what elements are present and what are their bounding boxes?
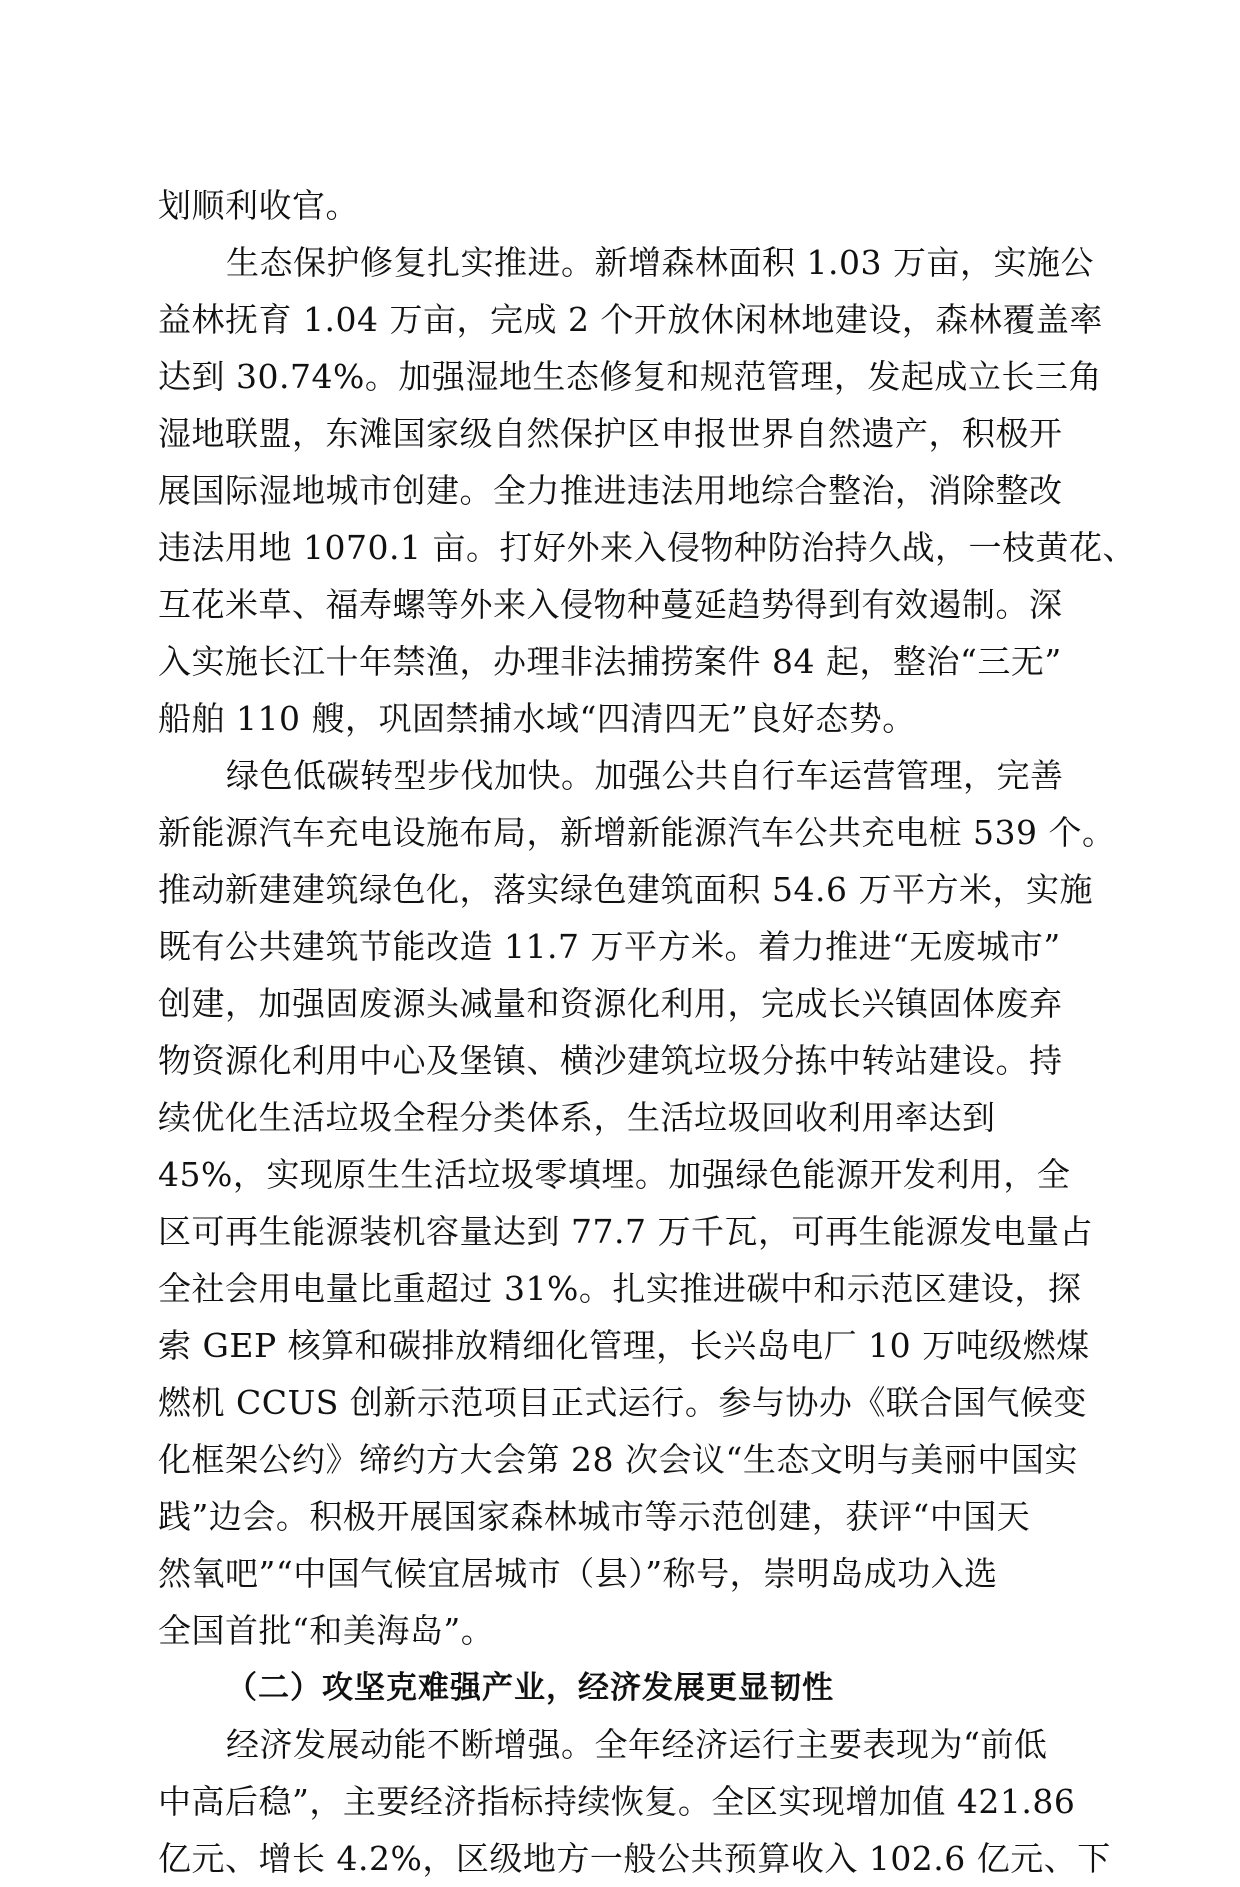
text-line: 创建，加强固废源头减量和资源化利用，完成长兴镇固体废弃 [158,984,1063,1023]
text-line: 入实施长江十年禁渔，办理非法捕捞案件 84 起，整治“三无” [158,642,1062,681]
text-line: 湿地联盟，东滩国家级自然保护区申报世界自然遗产，积极开 [158,414,1063,453]
text-line: 益林抚育 1.04 万亩，完成 2 个开放休闲林地建设，森林覆盖率 [158,300,1103,339]
text-line: 亿元、增长 4.2%，区级地方一般公共预算收入 102.6 亿元、下 [158,1839,1111,1878]
text-line: 展国际湿地城市创建。全力推进违法用地综合整治，消除整改 [158,471,1063,510]
text-line: 物资源化利用中心及堡镇、横沙建筑垃圾分拣中转站建设。持 [158,1041,1063,1080]
text-line: 违法用地 1070.1 亩。打好外来入侵物种防治持久战，一枝黄花、 [158,528,1136,567]
text-line: 索 GEP 核算和碳排放精细化管理，长兴岛电厂 10 万吨级燃煤 [158,1326,1090,1365]
text-line: 化框架公约》缔约方大会第 28 次会议“生态文明与美丽中国实 [158,1440,1078,1479]
text-line: 推动新建建筑绿色化，落实绿色建筑面积 54.6 万平方米，实施 [158,870,1093,909]
text-line: 全社会用电量比重超过 31%。扎实推进碳中和示范区建设，探 [158,1269,1082,1308]
text-line: 互花米草、福寿螺等外来入侵物种蔓延趋势得到有效遏制。深 [158,585,1063,624]
paragraph-first-line: 绿色低碳转型步伐加快。加强公共自行车运营管理，完善 [226,756,1064,795]
text-line: 全国首批“和美海岛”。 [158,1611,495,1650]
text-line: 既有公共建筑节能改造 11.7 万平方米。着力推进“无废城市” [158,927,1061,966]
text-line: 45%，实现原生生活垃圾零填埋。加强绿色能源开发利用，全 [158,1155,1071,1194]
text-line: 达到 30.74%。加强湿地生态修复和规范管理，发起成立长三角 [158,357,1102,396]
paragraph-first-line: 生态保护修复扎实推进。新增森林面积 1.03 万亩，实施公 [226,243,1094,282]
text-line: 燃机 CCUS 创新示范项目正式运行。参与协办《联合国气候变 [158,1383,1087,1422]
text-line: 然氧吧”“中国气候宜居城市（县）”称号，崇明岛成功入选 [158,1554,998,1593]
paragraph-first-line: 经济发展动能不断增强。全年经济运行主要表现为“前低 [226,1725,1048,1764]
text-line: 船舶 110 艘，巩固禁捕水域“四清四无”良好态势。 [158,699,916,738]
text-line: 续优化生活垃圾全程分类体系，生活垃圾回收利用率达到 [158,1098,996,1137]
text-line: 新能源汽车充电设施布局，新增新能源汽车公共充电桩 539 个。 [158,813,1116,852]
section-heading: （二）攻坚克难强产业，经济发展更显韧性 [226,1670,834,1706]
text-line: 践”边会。积极开展国家森林城市等示范创建，获评“中国天 [158,1497,1031,1536]
text-line: 中高后稳”，主要经济指标持续恢复。全区实现增加值 421.86 [158,1782,1076,1821]
text-line: 区可再生能源装机容量达到 77.7 万千瓦，可再生能源发电量占 [158,1212,1093,1251]
text-line: 划顺利收官。 [158,186,359,225]
